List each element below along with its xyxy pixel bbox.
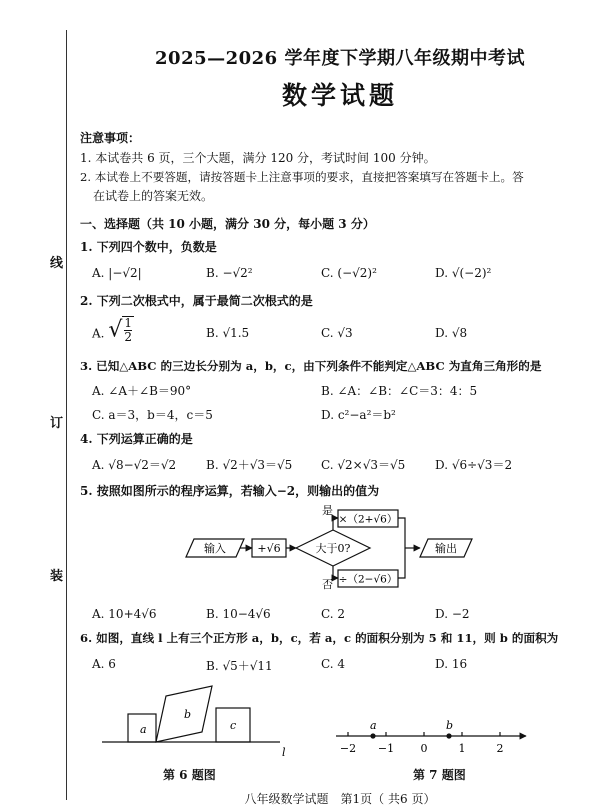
q1-option-c: C. (−√2)²	[321, 266, 377, 280]
q5-stem: 5. 按照如图所示的程序运算，若输入−2，则输出的值为	[80, 484, 380, 498]
fig6-label-l: l	[282, 746, 286, 759]
q2-sqrt-fraction	[108, 316, 134, 344]
q2-option-b: B. √1.5	[206, 326, 250, 340]
figure-6	[100, 678, 290, 768]
flow-merge-line	[398, 518, 405, 578]
fraction-denominator: 2	[124, 330, 132, 344]
q1-option-b: B. −√2²	[206, 266, 253, 280]
q5-option-a: A. 10+4√6	[92, 607, 157, 621]
sqrt-sign-icon: √	[108, 317, 123, 343]
fig6-label-a: a	[140, 723, 147, 736]
q3-option-b: B. ∠A：∠B：∠C＝3：4：5	[321, 384, 478, 398]
q4-option-a: A. √8−√2＝√2	[92, 458, 177, 472]
fig7-point-a	[370, 733, 375, 738]
flow-mul-label: ×（2+√6）	[338, 513, 398, 526]
fig7-label-a: a	[370, 719, 377, 732]
page-footer: 八年级数学试题 第1页（ 共6 页）	[244, 792, 436, 806]
q5-flowchart	[180, 500, 480, 596]
q6-option-d: D. 16	[435, 657, 468, 671]
fraction	[122, 316, 134, 344]
flow-yes-line	[333, 518, 338, 530]
figure-7	[330, 718, 530, 764]
section-heading: 一、选择题（共 10 小题，满分 30 分，每小题 3 分）	[80, 217, 375, 231]
fig7-tick-label: 1	[458, 742, 466, 755]
exam-title: 2025—2026 学年度下学期八年级期中考试	[155, 48, 525, 69]
flow-input-label: 输入	[204, 542, 226, 555]
q6-stem: 6. 如图，直线 l 上有三个正方形 a，b，c，若 a，c 的面积分别为 5 和 11，则 b 的面积为	[80, 631, 559, 645]
binding-label-line: 线	[50, 256, 64, 271]
q5-option-b: B. 10−4√6	[206, 607, 271, 621]
q3-stem: 3. 已知△ABC 的三边长分别为 a，b，c，由下列条件不能判定△ABC 为直角三角形的是	[80, 359, 542, 373]
q2-option-a-prefix: A.	[92, 326, 105, 341]
q3-option-c: C. a＝3，b＝4，c＝5	[92, 408, 213, 422]
q3-option-a: A. ∠A＋∠B＝90°	[92, 384, 192, 398]
binding-label-ding: 订	[50, 416, 64, 431]
notice-item-2: 2. 本试卷上不要答题，请按答题卡上注意事项的要求，直接把答案填写在答题卡上。答	[80, 170, 524, 184]
q6-option-a: A. 6	[92, 657, 116, 671]
q2-option-d: D. √8	[435, 326, 468, 340]
notice-heading: 注意事项：	[80, 131, 141, 145]
q4-stem: 4. 下列运算正确的是	[80, 432, 193, 446]
fig7-tick-label: −1	[377, 742, 395, 755]
flow-add-label: +√6	[257, 542, 281, 555]
q4-option-c: C. √2×√3＝√5	[321, 458, 406, 472]
q3-option-d: D. c²−a²＝b²	[321, 408, 396, 422]
flow-yes-label: 是	[322, 504, 333, 517]
q4-option-b: B. √2＋√3＝√5	[206, 458, 293, 472]
q1-stem: 1. 下列四个数中，负数是	[80, 240, 217, 254]
flow-output-label: 输出	[435, 542, 457, 555]
fig7-point-b	[446, 733, 451, 738]
fig7-tick-label: −2	[339, 742, 357, 755]
q2-option-c: C. √3	[321, 326, 353, 340]
binding-line	[66, 30, 67, 800]
fraction-numerator: 1	[124, 316, 132, 330]
flow-div-label: ÷（2−√6）	[338, 573, 398, 586]
subject-title: 数学试题	[281, 81, 398, 110]
q5-option-c: C. 2	[321, 607, 346, 621]
notice-item-1: 1. 本试卷共 6 页，三个大题，满分 120 分，考试时间 100 分钟。	[80, 151, 436, 165]
q5-option-d: D. −2	[435, 607, 470, 621]
fig7-tick-label: 0	[420, 742, 428, 755]
q1-option-d: D. √(−2)²	[435, 266, 492, 280]
fig6-caption: 第 6 题图	[163, 768, 216, 782]
q2-stem: 2. 下列二次根式中，属于最简二次根式的是	[80, 294, 313, 308]
q6-option-b: B. √5＋√11	[206, 659, 273, 673]
flow-no-line	[333, 566, 338, 578]
fig7-tick-label: 2	[496, 742, 504, 755]
binding-label-zhuang: 装	[50, 569, 64, 584]
flow-no-label: 否	[322, 578, 333, 591]
notice-item-2-cont: 在试卷上的答案无效。	[93, 189, 214, 203]
q6-option-c: C. 4	[321, 657, 346, 671]
q2-option-a	[92, 316, 134, 348]
q4-option-d: D. √6÷√3＝2	[435, 458, 513, 472]
fig6-label-c: c	[230, 719, 237, 732]
fig6-label-b: b	[184, 708, 192, 721]
q1-option-a: A. |−√2|	[92, 266, 142, 280]
fig7-label-b: b	[446, 719, 454, 732]
flow-decision-label: 大于0?	[315, 542, 351, 555]
fig7-caption: 第 7 题图	[413, 768, 466, 782]
